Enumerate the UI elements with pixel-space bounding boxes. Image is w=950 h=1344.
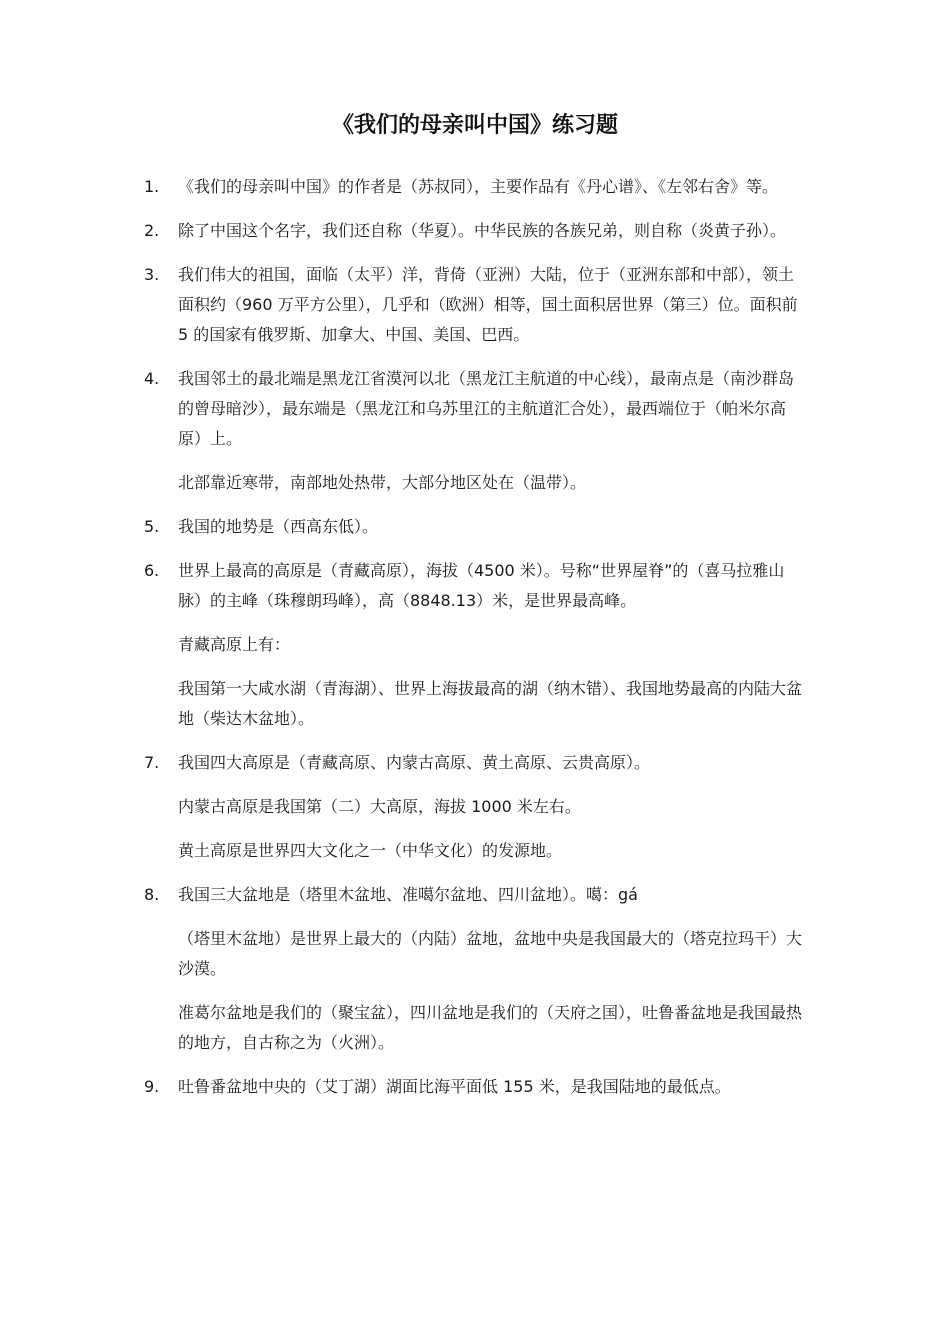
question-paragraph: 《我们的母亲叫中国》的作者是（苏叔同），主要作品有《丹心谱》、《左邻右舍》等。	[178, 177, 779, 196]
question-paragraph: 黄土高原是世界四大文化之一（中华文化）的发源地。	[178, 841, 563, 860]
document-title: 《我们的母亲叫中国》练习题	[331, 113, 618, 138]
question-number: 5.	[144, 517, 160, 536]
question-item	[0, 364, 950, 498]
question-item	[0, 556, 950, 734]
question-number: 2.	[144, 221, 160, 240]
question-number: 8.	[144, 885, 160, 904]
question-paragraph: 我国邻土的最北端是黑龙江省漠河以北（黑龙江主航道的中心线），最南点是（南沙群岛的曾母暗沙），最东端是（黑龙江和乌苏里江的主航道汇合处），最西端位于（帕米尔高原）上。	[178, 369, 795, 448]
question-paragraph: 我们伟大的祖国，面临（太平）洋，背倚（亚洲）大陆，位于（亚洲东部和中部），领土面积约（960 万平方公里），几乎和（欧洲）相等，国土面积居世界（第三）位。面积前 5 的国家有俄罗斯、加拿大、中国、美国、巴西。	[178, 265, 798, 344]
question-paragraph: 准葛尔盆地是我们的（聚宝盆），四川盆地是我们的（天府之国），吐鲁番盆地是我国最热的地方，自古称之为（火洲）。	[178, 1003, 803, 1052]
question-number: 6.	[144, 561, 160, 580]
question-paragraph: 除了中国这个名字，我们还自称（华夏）。中华民族的各族兄弟，则自称（炎黄子孙）。	[178, 221, 787, 240]
question-paragraph: 我国四大高原是（青藏高原、内蒙古高原、黄土高原、云贵高原）。	[178, 753, 651, 772]
question-paragraph: 我国三大盆地是（塔里木盆地、准噶尔盆地、四川盆地）。噶：gá	[178, 885, 638, 904]
question-item	[0, 748, 950, 866]
question-item	[0, 880, 950, 1058]
question-item	[0, 512, 950, 542]
question-item	[0, 260, 950, 350]
question-paragraph: （塔里木盆地）是世界上最大的（内陆）盆地，盆地中央是我国最大的（塔克拉玛干）大沙漠。	[178, 929, 803, 978]
question-item	[0, 1072, 950, 1102]
question-number: 9.	[144, 1077, 160, 1096]
question-paragraph: 世界上最高的高原是（青藏高原），海拔（4500 米）。号称“世界屋脊”的（喜马拉雅山脉）的主峰（珠穆朗玛峰），高（8848.13）米，是世界最高峰。	[178, 561, 785, 610]
question-paragraph: 北部靠近寒带，南部地处热带，大部分地区处在（温带）。	[178, 473, 587, 492]
question-list	[0, 172, 950, 1116]
question-paragraph: 青藏高原上有：	[178, 635, 291, 654]
question-paragraph: 我国的地势是（西高东低）。	[178, 517, 379, 536]
question-number: 4.	[144, 369, 160, 388]
question-item	[0, 216, 950, 246]
question-paragraph: 内蒙古高原是我国第（二）大高原，海拔 1000 米左右。	[178, 797, 581, 816]
question-number: 3.	[144, 265, 160, 284]
question-paragraph: 我国第一大咸水湖（青海湖）、世界上海拔最高的湖（纳木错）、我国地势最高的内陆大盆地（柴达木盆地）。	[178, 679, 803, 728]
question-number: 7.	[144, 753, 160, 772]
question-item	[0, 172, 950, 202]
question-number: 1.	[144, 177, 160, 196]
question-paragraph: 吐鲁番盆地中央的（艾丁湖）湖面比海平面低 155 米，是我国陆地的最低点。	[178, 1077, 731, 1096]
